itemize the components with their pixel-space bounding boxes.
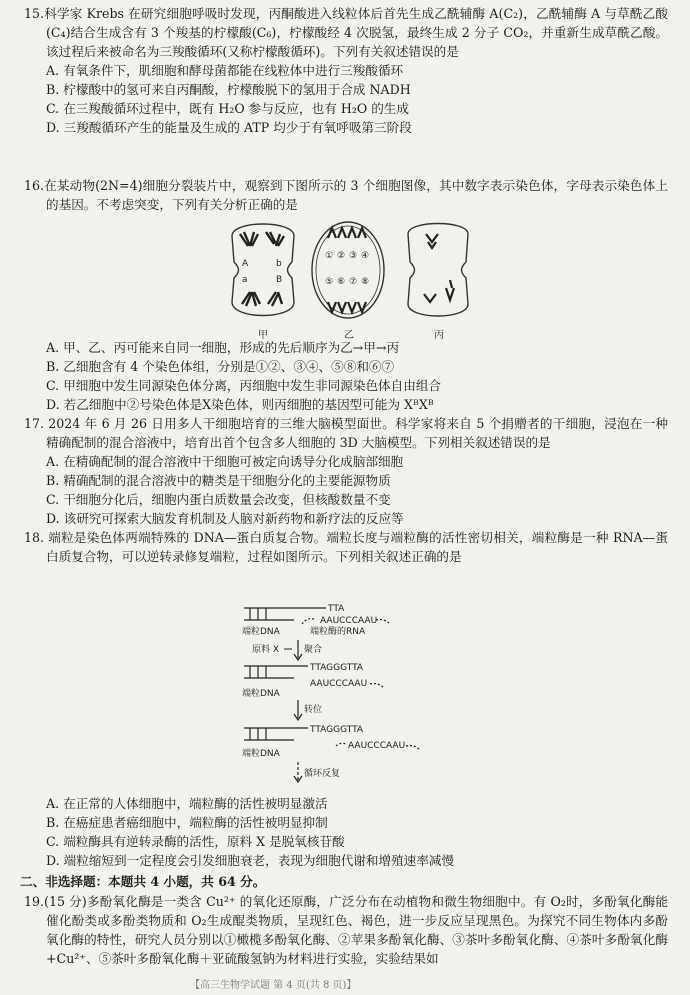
q16-stem: 16.在某动物(2N=4)细胞分裂装片中，观察到下图所示的 3 个细胞图像，其中数字表示染色体，字母表示染色体上的基因。不考虑突变，下列有关分析正确的是 [24, 178, 668, 212]
step-polymerize: 聚合 [304, 645, 323, 655]
telomerase-figure [236, 600, 486, 796]
seq-top-1: TTA [328, 604, 345, 614]
seq-mid-3: TTAGGGTTA [310, 725, 364, 735]
section-2-heading: 二、非选择题：本题共 4 小题，共 64 分。 [20, 874, 266, 889]
dna-label-3: 端粒DNA [242, 749, 280, 759]
q17-option-b: B. 精确配制的混合溶液中的糖类是干细胞分化的主要能源物质 [46, 473, 391, 488]
q18-option-b: B. 在癌症患者癌细胞中，端粒酶的活性被明显抑制 [46, 815, 328, 830]
gene-label-A: A [242, 259, 249, 269]
q17-stem: 17. 2024 年 6 月 26 日用多人干细胞培育的三维大脑模型面世。科学家将来自 5 个捐赠者的干细胞，浸泡在一种精确配制的混合溶液中，培育出首个包含多人细胞的 3D 大脑模型。下列相关叙述错误的是 [24, 416, 668, 450]
q15-option-b: B. 柠檬酸中的氢可来自丙酮酸，柠檬酸脱下的氢用于合成 NADH [46, 82, 411, 97]
question-15 [24, 4, 668, 137]
telomere-stage-1 [242, 604, 390, 637]
q18-stem: 18. 端粒是染色体两端特殊的 DNA—蛋白质复合物。端粒长度与端粒酶的活性密切相关，端粒酶是一种 RNA—蛋白质复合物，可以逆转录修复端粒，过程如图所示。下列相关叙述正确的是 [24, 530, 668, 564]
chromosome-6: ⑥ [337, 277, 346, 287]
chromosome-2: ② [337, 251, 346, 261]
dna-label-1: 端粒DNA [242, 627, 280, 637]
q15-stem: 15.科学家 Krebs 在研究细胞呼吸时发现，丙酮酸进入线粒体后首先生成乙酰辅酶 A(C₂)，乙酰辅酶 A 与草酰乙酸(C₄)结合生成含有 3 个羧基的柠檬酸(C₆)，柠檬酸经 4 次脱氢，最终生成 2 分子 CO₂，并重新生成草酰乙酸。该过程后来被命名为三羧酸循环(又称柠檬酸循环)。下列有关叙述错误的是 [24, 6, 668, 59]
q18-option-d: D. 端粒缩短到一定程度会引发细胞衰老，表现为细胞代谢和增殖速率减慢 [46, 853, 455, 868]
cell-yi [312, 222, 384, 341]
rna-seq-2: AAUCCCAAU [310, 679, 368, 689]
q17-option-d: D. 该研究可探索大脑发育机制及人脑对新药物和新疗法的反应等 [46, 511, 404, 526]
cell-jia [232, 224, 294, 341]
q18-option-c: C. 端粒酶具有逆转录酶的活性，原料 X 是脱氧核苷酸 [46, 834, 345, 849]
rna-seq-3: AAUCCCAAU [348, 741, 406, 751]
q15-option-a: A. 有氧条件下，肌细胞和酵母菌都能在线粒体中进行三羧酸循环 [46, 63, 404, 78]
question-16 [24, 176, 668, 214]
chromosome-3: ③ [349, 251, 358, 261]
chromosome-1: ① [325, 251, 334, 261]
q16-option-b: B. 乙细胞含有 4 个染色体组，分别是①②、③④、⑤⑧和⑥⑦ [46, 359, 395, 374]
cell-bing [408, 224, 468, 342]
q16-option-d: D. 若乙细胞中②号染色体是X染色体，则丙细胞的基因型可能为 XᴮXᴮ [46, 397, 434, 412]
question-17 [24, 414, 668, 528]
rna-label: 端粒酶的RNA [310, 627, 366, 637]
q17-option-a: A. 在精确配制的混合溶液中干细胞可被定向诱导分化成脑部细胞 [46, 454, 404, 469]
page-footer: 【高三生物学试题 第 4 页(共 8 页)】 [190, 980, 357, 991]
question-18 [24, 528, 668, 566]
gene-label-B: B [276, 275, 283, 285]
question-19 [24, 892, 668, 968]
question-18-options [24, 794, 668, 870]
cell-label-yi: 乙 [344, 330, 354, 341]
q17-option-c: C. 干细胞分化后，细胞内蛋白质数量会改变，但核酸数量不变 [46, 492, 391, 507]
dna-label-2: 端粒DNA [242, 689, 280, 699]
gene-label-a: a [242, 275, 248, 285]
telomere-stage-3 [242, 725, 420, 759]
step-repeat: 循环反复 [304, 769, 341, 779]
q18-option-a: A. 在正常的人体细胞中，端粒酶的活性被明显激活 [46, 796, 328, 811]
cell-label-bing: 丙 [434, 330, 444, 341]
q16-option-a: A. 甲、乙、丙可能来自同一细胞，形成的先后顺序为乙→甲→丙 [46, 340, 400, 355]
chromosome-5: ⑤ [325, 277, 334, 287]
cell-division-figure [220, 218, 480, 342]
step-translocate: 转位 [304, 705, 323, 715]
seq-mid-2: TTAGGGTTA [310, 663, 364, 673]
chromosome-8: ⑧ [361, 277, 370, 287]
q15-option-d: D. 三羧酸循环产生的能量及生成的 ATP 均少于有氧呼吸第三阶段 [46, 120, 412, 135]
cell-label-jia: 甲 [258, 330, 268, 341]
q16-option-c: C. 甲细胞中发生同源染色体分离，丙细胞中发生非同源染色体自由组合 [46, 378, 442, 393]
gene-label-b: b [276, 259, 282, 269]
rna-seq-1: AAUCCCAAU [320, 616, 378, 626]
telomere-stage-2 [242, 663, 384, 699]
q19-stem: 19.(15 分)多酚氧化酶是一类含 Cu²⁺ 的氧化还原酶，广泛分布在动植物和微生物细胞中。有 O₂时，多酚氧化酶能催化酚类或多酚类物质和 O₂生成醌类物质，呈现红色、褐色，进一步反应呈现黑色。为探究不同生物体内多酚氧化酶的特性，研究人员分别以①橄榄多酚氧化酶、②苹果多酚氧化酶、③茶叶多酚氧化酶、④茶叶多酚氧化酶+Cu²⁺、⑤茶叶多酚氧化酶＋亚硫酸氢钠为材料进行实验，实验结果如 [24, 894, 668, 966]
q15-option-c: C. 在三羧酸循环过程中，既有 H₂O 参与反应，也有 H₂O 的生成 [46, 101, 409, 116]
question-16-options [24, 338, 668, 414]
chromosome-4: ④ [361, 251, 370, 261]
raw-material-x: 原料 X [252, 645, 280, 655]
chromosome-7: ⑦ [349, 277, 358, 287]
